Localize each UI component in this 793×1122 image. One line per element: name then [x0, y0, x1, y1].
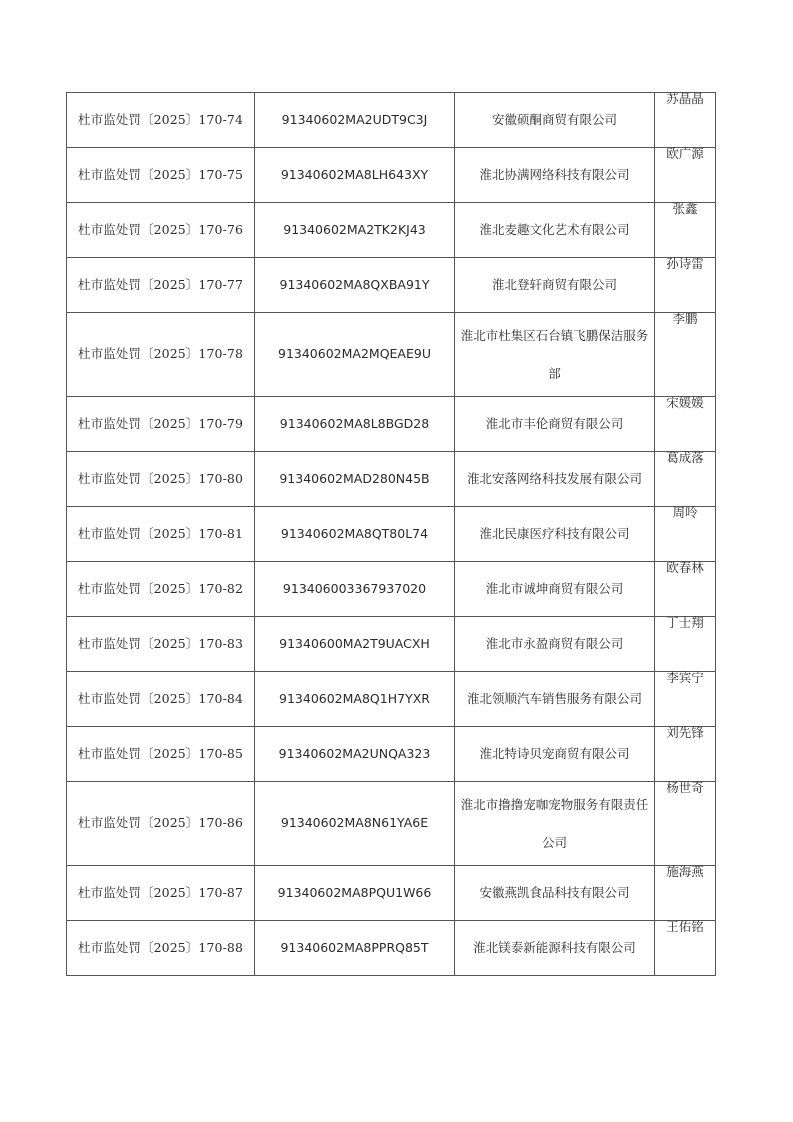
- company-name-cell: [455, 782, 655, 866]
- legal-representative: 苏晶晶: [655, 93, 716, 148]
- company-name: 淮北协满网络科技有限公司: [479, 167, 630, 182]
- company-name-cell: [455, 866, 655, 921]
- company-name: 淮北镁泰新能源科技有限公司: [473, 940, 636, 955]
- table-row: [67, 866, 716, 921]
- penalty-doc-number: 杜市监处罚〔2025〕170-78: [67, 313, 255, 397]
- company-name: 淮北市杜集区石台镇飞鹏保洁服务部: [460, 327, 649, 381]
- company-name-cell: [455, 507, 655, 562]
- legal-representative: 欧广源: [655, 148, 716, 203]
- penalty-table: [66, 92, 716, 976]
- company-name: 安徽燕凯食品科技有限公司: [479, 885, 630, 900]
- credit-code: 91340602MA2UDT9C3J: [255, 93, 455, 148]
- legal-representative: 李宾宁: [655, 672, 716, 727]
- company-name: 淮北特诗贝宠商贸有限公司: [479, 746, 630, 761]
- company-name-cell: [455, 148, 655, 203]
- penalty-doc-number: 杜市监处罚〔2025〕170-79: [67, 397, 255, 452]
- company-name-cell: [455, 397, 655, 452]
- table-row: [67, 562, 716, 617]
- credit-code: 91340602MA2MQEAE9U: [255, 313, 455, 397]
- company-name-cell: [455, 203, 655, 258]
- penalty-doc-number: 杜市监处罚〔2025〕170-86: [67, 782, 255, 866]
- table-row: [67, 93, 716, 148]
- penalty-doc-number: 杜市监处罚〔2025〕170-80: [67, 452, 255, 507]
- company-name: 淮北市永盈商贸有限公司: [485, 636, 624, 651]
- legal-representative: 孙诗雷: [655, 258, 716, 313]
- penalty-doc-number: 杜市监处罚〔2025〕170-83: [67, 617, 255, 672]
- legal-representative: 欧春林: [655, 562, 716, 617]
- penalty-doc-number: 杜市监处罚〔2025〕170-81: [67, 507, 255, 562]
- credit-code: 91340602MA8PPRQ85T: [255, 921, 455, 976]
- company-name: 淮北登轩商贸有限公司: [491, 277, 617, 292]
- company-name: 淮北安落网络科技发展有限公司: [466, 471, 642, 486]
- table-row: [67, 921, 716, 976]
- company-name-cell: [455, 258, 655, 313]
- penalty-doc-number: 杜市监处罚〔2025〕170-77: [67, 258, 255, 313]
- table-row: [67, 203, 716, 258]
- legal-representative: 张鑫: [655, 203, 716, 258]
- company-name: 淮北市丰伦商贸有限公司: [485, 416, 624, 431]
- legal-representative: 施海燕: [655, 866, 716, 921]
- company-name-cell: [455, 93, 655, 148]
- company-name-cell: [455, 921, 655, 976]
- legal-representative: 宋媛媛: [655, 397, 716, 452]
- legal-representative: 李鹏: [655, 313, 716, 397]
- company-name-cell: [455, 562, 655, 617]
- company-name-cell: [455, 313, 655, 397]
- legal-representative: 周呤: [655, 507, 716, 562]
- company-name: 淮北市诚坤商贸有限公司: [485, 581, 624, 596]
- company-name-cell: [455, 617, 655, 672]
- penalty-doc-number: 杜市监处罚〔2025〕170-75: [67, 148, 255, 203]
- company-name: 淮北民康医疗科技有限公司: [479, 526, 630, 541]
- table-row: [67, 782, 716, 866]
- credit-code: 91340602MA8QT80L74: [255, 507, 455, 562]
- table-row: [67, 672, 716, 727]
- credit-code: 91340602MA8LH643XY: [255, 148, 455, 203]
- penalty-doc-number: 杜市监处罚〔2025〕170-87: [67, 866, 255, 921]
- credit-code: 91340602MA8N61YA6E: [255, 782, 455, 866]
- table-row: [67, 258, 716, 313]
- penalty-doc-number: 杜市监处罚〔2025〕170-74: [67, 93, 255, 148]
- company-name-cell: [455, 727, 655, 782]
- credit-code: 913406003367937020: [255, 562, 455, 617]
- credit-code: 91340602MA8QXBA91Y: [255, 258, 455, 313]
- table-row: [67, 507, 716, 562]
- legal-representative: 刘先锋: [655, 727, 716, 782]
- company-name-cell: [455, 672, 655, 727]
- legal-representative: 葛成落: [655, 452, 716, 507]
- table-row: [67, 397, 716, 452]
- table-row: [67, 727, 716, 782]
- credit-code: 91340602MA2TK2KJ43: [255, 203, 455, 258]
- penalty-doc-number: 杜市监处罚〔2025〕170-76: [67, 203, 255, 258]
- company-name: 淮北市撸撸宠咖宠物服务有限责任公司: [460, 796, 649, 850]
- legal-representative: 丁士翔: [655, 617, 716, 672]
- penalty-doc-number: 杜市监处罚〔2025〕170-85: [67, 727, 255, 782]
- penalty-doc-number: 杜市监处罚〔2025〕170-84: [67, 672, 255, 727]
- credit-code: 91340602MA8Q1H7YXR: [255, 672, 455, 727]
- credit-code: 91340602MA2UNQA323: [255, 727, 455, 782]
- table-row: [67, 617, 716, 672]
- credit-code: 91340602MAD280N45B: [255, 452, 455, 507]
- legal-representative: 王佑铭: [655, 921, 716, 976]
- credit-code: 91340602MA8L8BGD28: [255, 397, 455, 452]
- penalty-doc-number: 杜市监处罚〔2025〕170-82: [67, 562, 255, 617]
- credit-code: 91340602MA8PQU1W66: [255, 866, 455, 921]
- company-name: 安徽硕酮商贸有限公司: [491, 112, 617, 127]
- company-name: 淮北领顺汽车销售服务有限公司: [466, 691, 642, 706]
- table-row: [67, 148, 716, 203]
- company-name: 淮北麦趣文化艺术有限公司: [479, 222, 630, 237]
- credit-code: 91340600MA2T9UACXH: [255, 617, 455, 672]
- company-name-cell: [455, 452, 655, 507]
- table-row: [67, 313, 716, 397]
- table-row: [67, 452, 716, 507]
- penalty-doc-number: 杜市监处罚〔2025〕170-88: [67, 921, 255, 976]
- legal-representative: 杨世奇: [655, 782, 716, 866]
